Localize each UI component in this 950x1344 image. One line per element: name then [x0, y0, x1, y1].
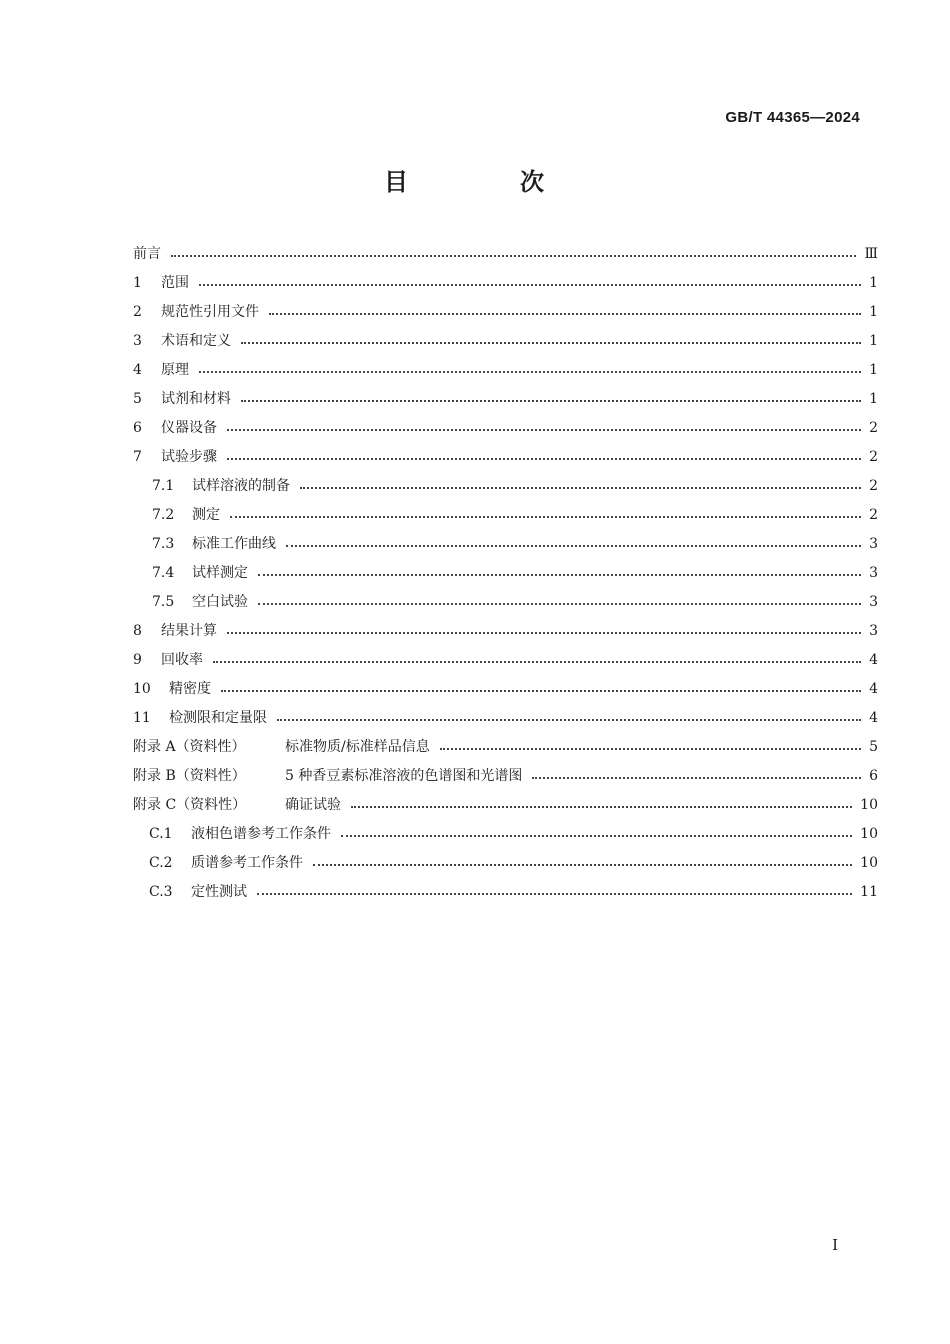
- toc-entry-number: 11: [133, 710, 151, 726]
- toc-entry-page: 1: [869, 333, 878, 349]
- toc-entry-3[interactable]: [133, 327, 878, 356]
- toc-entry-label: 仪器设备: [161, 420, 217, 436]
- toc-entry-page: 4: [869, 681, 878, 697]
- toc-entry-number: 附录 A（资料性）: [133, 739, 246, 755]
- toc-entry-8[interactable]: [133, 617, 878, 646]
- toc-entry-label: 原理: [161, 362, 189, 378]
- toc-entry-7-4[interactable]: [152, 559, 878, 588]
- toc-leader-dots: [230, 515, 861, 518]
- toc-entry-number: 附录 C（资料性）: [133, 797, 247, 813]
- toc-leader-dots: [227, 457, 861, 460]
- toc-leader-dots: [277, 718, 861, 721]
- toc-entry-label: 质谱参考工作条件: [191, 855, 303, 871]
- toc-entry-annex-c[interactable]: [133, 791, 878, 820]
- toc-entry-label: 试样测定: [192, 565, 248, 581]
- toc-entry-annex-a[interactable]: [133, 733, 878, 762]
- toc-entry-10[interactable]: [133, 675, 878, 704]
- toc-entry-page: 2: [869, 449, 878, 465]
- toc-entry-number: C.3: [149, 884, 173, 900]
- toc-entry-label: 液相色谱参考工作条件: [191, 826, 331, 842]
- toc-entry-page: 3: [869, 623, 878, 639]
- toc-entry-page: 3: [869, 565, 878, 581]
- toc-entry-page: 1: [869, 304, 878, 320]
- toc-entry-number: 1: [133, 275, 142, 291]
- toc-entry-page: 1: [869, 391, 878, 407]
- toc-leader-dots: [221, 689, 861, 692]
- toc-leader-dots: [341, 834, 852, 837]
- page-title: 目 次: [384, 168, 588, 196]
- toc-entry-label: 范围: [161, 275, 189, 291]
- toc-leader-dots: [258, 602, 861, 605]
- toc-entry-c-2[interactable]: [149, 849, 878, 878]
- toc-leader-dots: [258, 573, 861, 576]
- toc-entry-label: 精密度: [169, 681, 211, 697]
- toc-entry-7-5[interactable]: [152, 588, 878, 617]
- toc-entry-foreword[interactable]: [133, 240, 878, 269]
- toc-entry-page: 2: [869, 420, 878, 436]
- toc-entry-label: 结果计算: [161, 623, 217, 639]
- toc-leader-dots: [532, 776, 861, 779]
- toc-entry-number: 7: [133, 449, 142, 465]
- toc-entry-number: 6: [133, 420, 142, 436]
- page-number: I: [832, 1236, 838, 1254]
- toc-leader-dots: [440, 747, 861, 750]
- toc-entry-label: 检测限和定量限: [169, 710, 267, 726]
- toc-entry-label: 试样溶液的制备: [192, 478, 290, 494]
- toc-leader-dots: [227, 631, 861, 634]
- toc-entry-page: 10: [860, 855, 878, 871]
- toc-entry-7-1[interactable]: [152, 472, 878, 501]
- toc-leader-dots: [313, 863, 852, 866]
- toc-entry-page: 10: [860, 826, 878, 842]
- toc-entry-label: 定性测试: [191, 884, 247, 900]
- toc-leader-dots: [171, 254, 856, 257]
- toc-entry-label: 5 种香豆素标准溶液的色谱图和光谱图: [285, 768, 523, 784]
- toc-entry-number: 3: [133, 333, 142, 349]
- toc-leader-dots: [199, 283, 861, 286]
- standard-number: GB/T 44365—2024: [725, 109, 860, 126]
- toc-entry-7-3[interactable]: [152, 530, 878, 559]
- toc-leader-dots: [213, 660, 861, 663]
- toc-leader-dots: [257, 892, 852, 895]
- toc-leader-dots: [269, 312, 861, 315]
- toc-entry-label: 标准物质/标准样品信息: [285, 739, 430, 755]
- toc-entry-7[interactable]: [133, 443, 878, 472]
- toc-entry-label: 空白试验: [192, 594, 248, 610]
- toc-leader-dots: [227, 428, 861, 431]
- toc-entry-page: 3: [869, 594, 878, 610]
- toc-entry-page: 10: [860, 797, 878, 813]
- toc-entry-page: 5: [869, 739, 878, 755]
- toc-entry-number: 10: [133, 681, 151, 697]
- toc-entry-7-2[interactable]: [152, 501, 878, 530]
- toc-entry-label: 术语和定义: [161, 333, 231, 349]
- toc-entry-label: 前言: [133, 246, 161, 262]
- toc-leader-dots: [241, 399, 861, 402]
- toc-entry-number: 7.1: [152, 478, 175, 494]
- toc-entry-page: 6: [869, 768, 878, 784]
- toc-entry-1[interactable]: [133, 269, 878, 298]
- toc-entry-label: 标准工作曲线: [192, 536, 276, 552]
- toc-entry-label: 试剂和材料: [161, 391, 231, 407]
- toc-entry-number: C.2: [149, 855, 173, 871]
- toc-entry-label: 试验步骤: [161, 449, 217, 465]
- toc-entry-page: 11: [860, 884, 878, 900]
- toc-entry-6[interactable]: [133, 414, 878, 443]
- toc-entry-page: 1: [869, 275, 878, 291]
- toc-leader-dots: [300, 486, 861, 489]
- toc-entry-page: 2: [869, 478, 878, 494]
- toc-entry-page: 4: [869, 652, 878, 668]
- toc-entry-label: 确证试验: [285, 797, 341, 813]
- toc-entry-number: 2: [133, 304, 142, 320]
- toc-entry-page: 2: [869, 507, 878, 523]
- toc-entry-number: C.1: [149, 826, 173, 842]
- toc-entry-page: 1: [869, 362, 878, 378]
- toc-entry-page: Ⅲ: [864, 246, 878, 262]
- toc-entry-number: 4: [133, 362, 142, 378]
- toc-entry-number: 9: [133, 652, 142, 668]
- toc-entry-number: 7.2: [152, 507, 175, 523]
- toc-entry-c-1[interactable]: [149, 820, 878, 849]
- toc-entry-9[interactable]: [133, 646, 878, 675]
- toc-entry-number: 8: [133, 623, 142, 639]
- toc-entry-page: 4: [869, 710, 878, 726]
- toc-entry-number: 7.3: [152, 536, 175, 552]
- toc-leader-dots: [286, 544, 861, 547]
- toc-entry-label: 规范性引用文件: [161, 304, 259, 320]
- toc-entry-page: 3: [869, 536, 878, 552]
- toc-entry-c-3[interactable]: [149, 878, 878, 907]
- toc-entry-label: 回收率: [161, 652, 203, 668]
- toc-leader-dots: [241, 341, 861, 344]
- toc-entry-annex-b[interactable]: [133, 762, 878, 791]
- toc-entry-4[interactable]: [133, 356, 878, 385]
- toc-leader-dots: [199, 370, 861, 373]
- toc-entry-number: 5: [133, 391, 142, 407]
- toc-entry-number: 7.4: [152, 565, 175, 581]
- toc-entry-2[interactable]: [133, 298, 878, 327]
- toc-entry-number: 附录 B（资料性）: [133, 768, 246, 784]
- toc-entry-label: 测定: [192, 507, 220, 523]
- toc-entry-5[interactable]: [133, 385, 878, 414]
- toc-leader-dots: [351, 805, 852, 808]
- toc-entry-11[interactable]: [133, 704, 878, 733]
- toc-entry-number: 7.5: [152, 594, 175, 610]
